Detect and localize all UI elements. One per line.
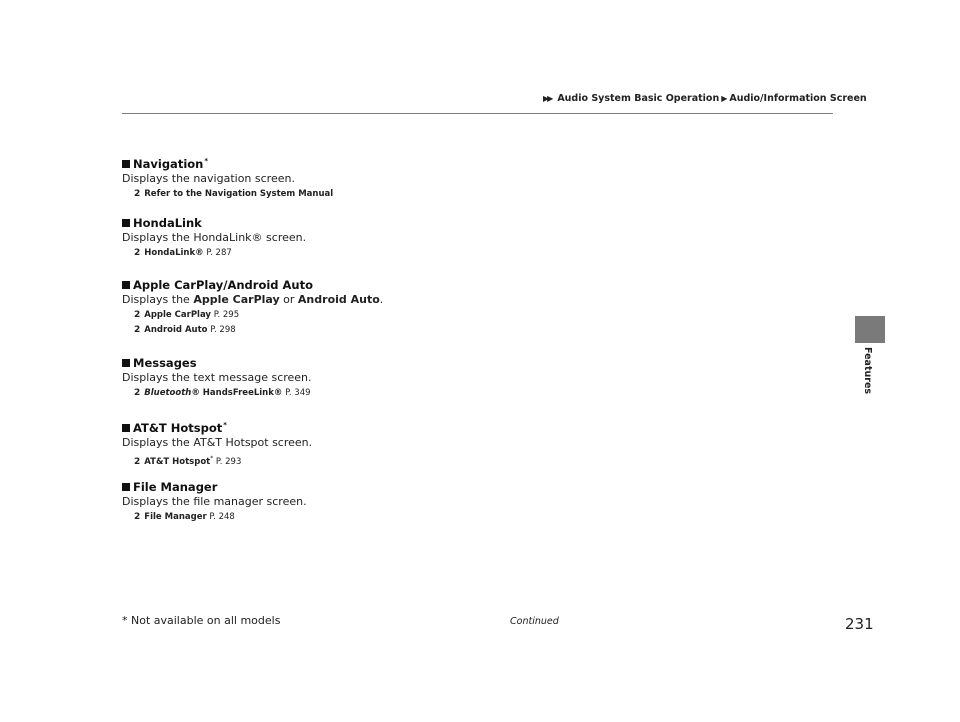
cross-reference-link[interactable]: 2 Android Auto P. 298 [134, 325, 236, 335]
reference-arrow-icon: 2 [134, 512, 141, 522]
section-title: HondaLink [122, 216, 682, 230]
section-title: File Manager [122, 480, 682, 494]
cross-reference-link[interactable]: 2 Refer to the Navigation System Manual [134, 188, 334, 199]
section-title: Messages [122, 356, 682, 370]
section-hondalink [122, 216, 682, 260]
section-description: Displays the Apple CarPlay or Android Auto. [122, 293, 384, 306]
cross-reference-link[interactable]: 2 Apple CarPlay P. 295 [134, 310, 240, 320]
section-navigation [122, 154, 682, 201]
reference-arrow-icon: 2 [134, 310, 141, 320]
reference-arrow-icon: 2 [134, 188, 141, 199]
cross-reference-link[interactable]: 2 HondaLink® P. 287 [134, 248, 232, 258]
section-messages [122, 356, 682, 400]
section-description: Displays the AT&T Hotspot screen. [122, 435, 313, 449]
cross-reference-link[interactable]: 2 File Manager P. 248 [134, 512, 235, 522]
cross-reference-link[interactable]: 2 Bluetooth® HandsFreeLink® P. 349 [134, 388, 311, 398]
double-arrow-icon: ▶▶ [543, 94, 552, 103]
chapter-tab-label: Features [862, 347, 873, 395]
section-description: Displays the file manager screen. [122, 495, 307, 508]
square-bullet-icon [122, 281, 130, 289]
breadcrumb [543, 93, 867, 104]
square-bullet-icon [122, 424, 130, 432]
reference-arrow-icon: 2 [134, 325, 141, 335]
square-bullet-icon [122, 219, 130, 227]
breadcrumb-item-audio-system[interactable]: Audio System Basic Operation [557, 93, 720, 104]
breadcrumb-item-audio-info-screen[interactable]: Audio/Information Screen [729, 93, 867, 104]
footnote: * Not available on all models [122, 614, 281, 627]
section-apple-carplay-android-auto [122, 278, 682, 337]
section-description: Displays the HondaLink® screen. [122, 231, 307, 244]
arrow-icon: ▶ [721, 94, 728, 103]
reference-arrow-icon: 2 [134, 388, 141, 398]
cross-reference-link[interactable]: 2 AT&T Hotspot* P. 293 [134, 454, 242, 467]
page-number: 231 [845, 615, 874, 633]
section-description: Displays the text message screen. [122, 371, 312, 384]
section-title: Navigation* [122, 154, 682, 171]
reference-arrow-icon: 2 [134, 248, 141, 258]
chapter-tab-marker[interactable] [855, 316, 885, 343]
reference-arrow-icon: 2 [134, 456, 141, 467]
square-bullet-icon [122, 160, 130, 168]
section-description: Displays the navigation screen. [122, 171, 295, 185]
continued-label: Continued [510, 616, 559, 627]
section-title: Apple CarPlay/Android Auto [122, 278, 682, 292]
section-title: AT&T Hotspot* [122, 418, 682, 435]
square-bullet-icon [122, 359, 130, 367]
square-bullet-icon [122, 483, 130, 491]
section-file-manager [122, 480, 682, 524]
section-att-hotspot [122, 418, 682, 469]
header-divider [122, 113, 833, 114]
